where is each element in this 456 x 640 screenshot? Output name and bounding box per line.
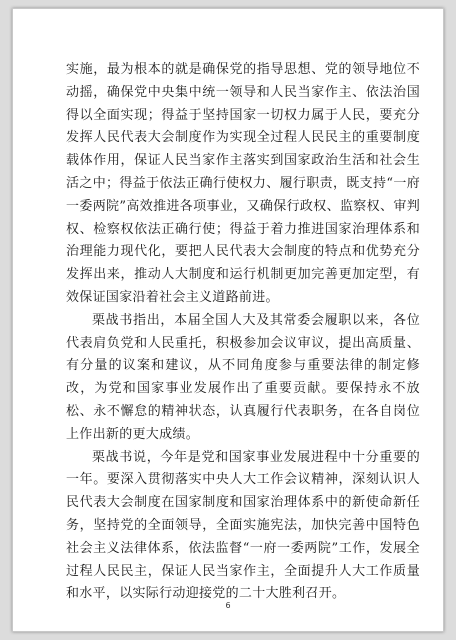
- page-number: 6: [225, 601, 231, 610]
- paragraph-representatives: 栗战书指出，本届全国人大及其常委会履职以来，各位代表肩负党和人民重托，积极参加会议审议，提出高质量、有分量的议案和建议，从不同角度参与重要法律的制定修改，为党和国家事业发展作出了重要贡献。要保持永不放松、永不懈怠的精神状态，认真履行代表职务，在各自岗位上作出新的更大成绩。: [66, 312, 420, 442]
- paragraph-this-year: 栗战书说，今年是党和国家事业发展进程中十分重要的一年。要深入贯彻落实中央人大工作会议精神，深刻认识人民代表大会制度在国家制度和国家治理体系中的新使命新任务，坚持党的全面领导，全面实施宪法，加快完善中国特色社会主义法律体系，依法监督“一府一委两院”工作，发展全过程人民民主，保证人民当家作主，全面提升人大工作质量和水平，以实际行动迎接党的二十大胜利召开。: [66, 449, 420, 602]
- paragraph-continued: 实施，最为根本的就是确保党的指导思想、党的领导地位不动摇，确保党中央集中统一领导和人民当家作主、依法治国得以全面实现；得益于坚持国家一切权力属于人民，要充分发挥人民代表大会制度作为实现全过程人民民主的重要制度载体作用，保证人民当家作主落实到国家政治生活和社会生活之中；得益于依法正确行使权力、履行职责，既支持“一府一委两院”高效推进各项事业，又确保行政权、监察权、审判权、检察权依法正确行使；得益于着力推进国家治理体系和治理能力现代化，要把人民代表大会制度的特点和优势充分发挥出来，推动人大制度和运行机制更加完善更加定型，有效保证国家沿着社会主义道路前进。: [66, 62, 420, 305]
- document-page: [12, 8, 444, 632]
- document-body: [66, 59, 420, 606]
